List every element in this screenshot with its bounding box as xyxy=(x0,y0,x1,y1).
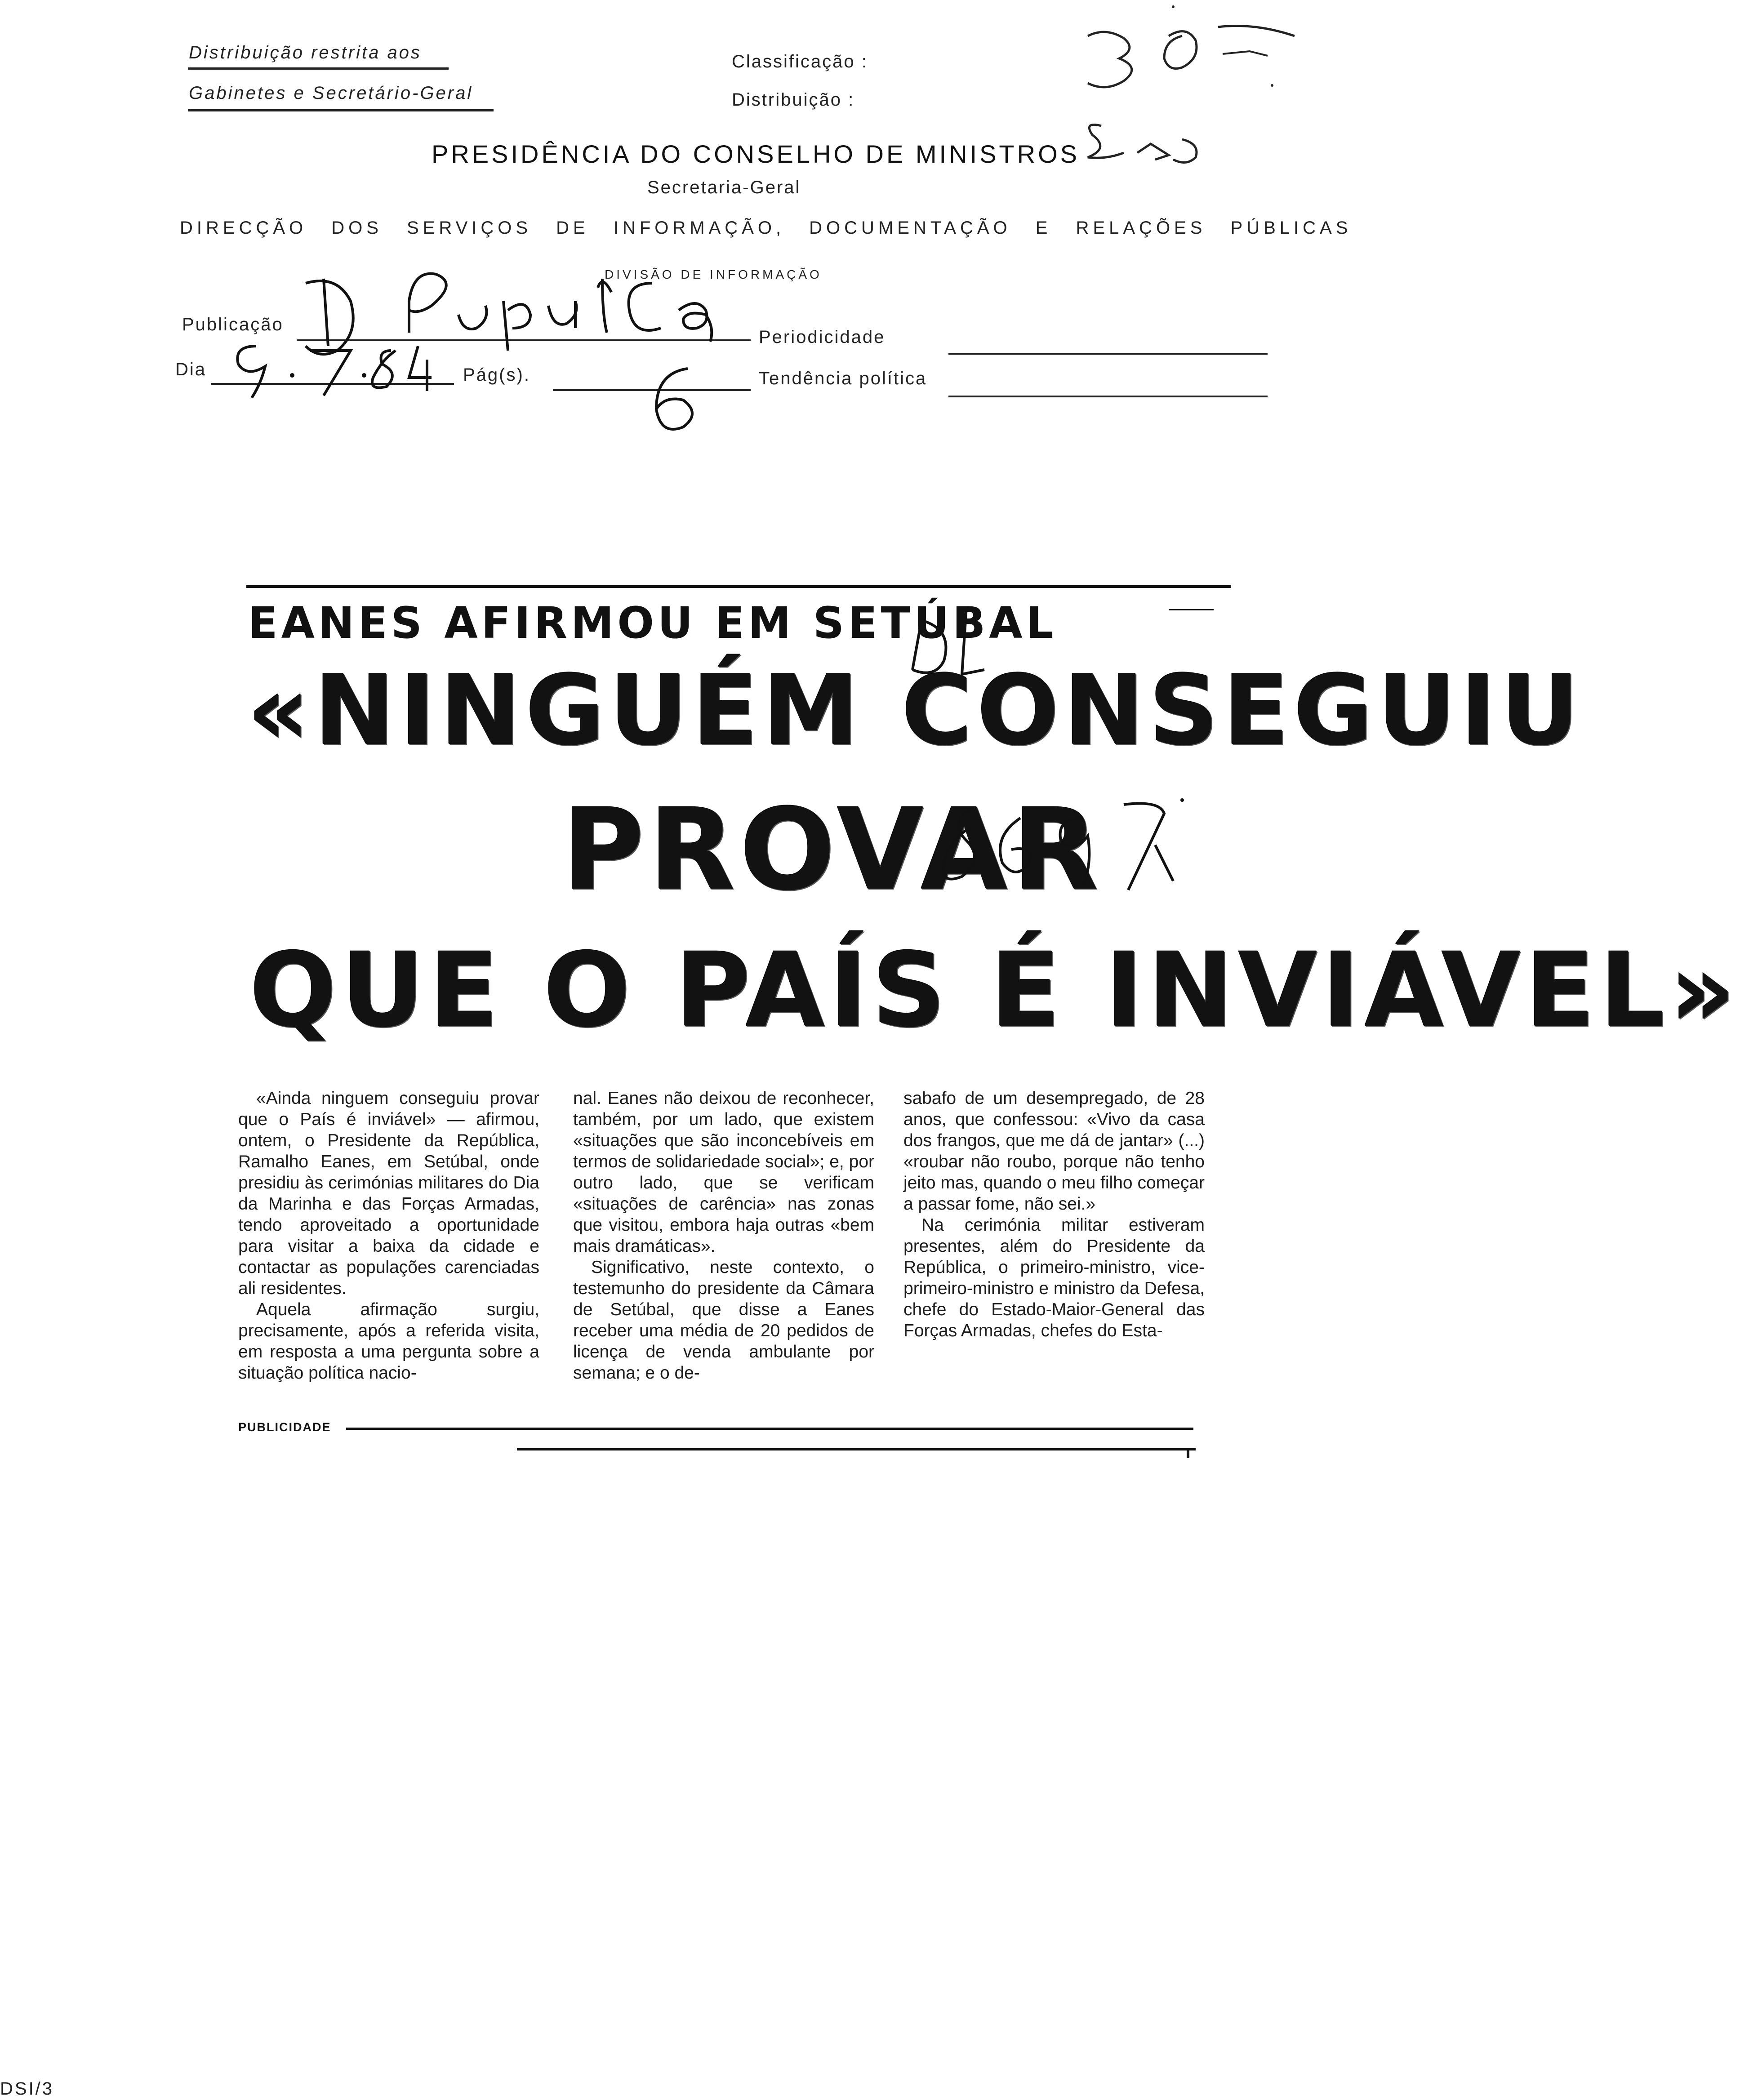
column-2-paragraph: Significativo, neste contexto, o testemunho do presidente da Câmara de Setúbal, que disse a Eanes receber uma média de 20 pedidos de licença de venda ambulante por semana; e o de- xyxy=(573,1258,874,1383)
restriction-line-1: Distribuição restrita aos xyxy=(189,43,422,62)
classificacao-label: Classificação : xyxy=(732,52,868,71)
pags-label: Pág(s). xyxy=(463,365,530,385)
article-column-1 xyxy=(238,1088,539,1384)
footer-code: DSI/3 xyxy=(0,2079,54,2099)
publicacao-label: Publicação xyxy=(182,315,284,334)
organization-title: PRESIDÊNCIA DO CONSELHO DE MINISTROS xyxy=(432,140,1080,168)
dia-label: Dia xyxy=(175,360,207,379)
headline-line-1: «NINGUÉM CONSEGUIU xyxy=(247,654,1584,767)
division: DIVISÃO DE INFORMAÇÃO xyxy=(605,267,822,281)
top-rule xyxy=(246,585,1231,588)
directorate: DIRECÇÃO DOS SERVIÇOS DE INFORMAÇÃO, DOCUMENTAÇÃO E RELAÇÕES PÚBLICAS xyxy=(180,218,1352,238)
article-column-2 xyxy=(573,1088,874,1384)
column-3-paragraph: Na cerimónia militar estiveram presentes, além do Presidente da República, o primeiro-ministro, vice-primeiro-ministro e ministro da Defesa, chefe do Estado-Maior-General das Forças Armadas, chefes do Esta- xyxy=(903,1215,1205,1340)
headline-line-3: QUE O PAÍS É INVIÁVEL» xyxy=(249,930,1740,1050)
pags-handwriting xyxy=(643,360,715,440)
column-1-paragraph: «Ainda ninguem conseguiu provar que o País é inviável» — afirmou, ontem, o Presidente da República, Ramalho Eanes, em Setúbal, onde presidiu às cerimónias militares do Dia da Marinha e das Forças Armadas, tendo aproveitado a oportunidade para visitar a baixa da cidade e contactar as populações carenciadas ali residentes. xyxy=(238,1089,539,1298)
periodicidade-label: Periodicidade xyxy=(759,327,886,347)
column-2-paragraph: nal. Eanes não deixou de reconhecer, também, por um lado, que existem «situações que são inconcebíveis em termos de solidariedade social»; e, por outro lado, que se verificam «situações de carência» nas zonas que visitou, embora haja outras «bem mais dramáticas». xyxy=(573,1089,874,1256)
corner-scribble xyxy=(1052,4,1304,193)
restriction-underline-2 xyxy=(188,109,494,111)
periodicidade-underline xyxy=(948,353,1268,355)
tendencia-label: Tendência política xyxy=(759,369,927,388)
headline-line-2: PROVAR xyxy=(562,784,1104,915)
article-kicker: EANES AFIRMOU EM SETÚBAL xyxy=(248,598,1057,648)
tendencia-underline xyxy=(948,396,1268,397)
number-handwriting xyxy=(944,791,1187,908)
bottom-rule xyxy=(517,1448,1196,1450)
publicidade-rule xyxy=(346,1428,1193,1430)
column-3-paragraph: sabafo de um desempregado, de 28 anos, que confessou: «Vivo da casa dos frangos, que me dá de jantar» (...) «roubar não roubo, porque não tenho jeito mas, quando o meu filho começar a passar fome, não sei.» xyxy=(903,1089,1205,1214)
column-1-paragraph: Aquela afirmação surgiu, precisamente, após a referida visita, em resposta a uma pergunta sobre a situação política nacio- xyxy=(238,1300,539,1383)
bottom-rule-tick xyxy=(1187,1448,1189,1458)
dia-handwriting xyxy=(225,333,449,400)
restriction-line-2: Gabinetes e Secretário-Geral xyxy=(189,83,473,103)
article-column-3 xyxy=(903,1088,1205,1341)
restriction-underline-1 xyxy=(188,67,449,70)
publicidade-label: PUBLICIDADE xyxy=(238,1420,331,1434)
secretariat: Secretaria-Geral xyxy=(647,178,801,197)
distribuicao-label: Distribuição : xyxy=(732,90,855,110)
top-rule-tick xyxy=(1169,609,1214,610)
